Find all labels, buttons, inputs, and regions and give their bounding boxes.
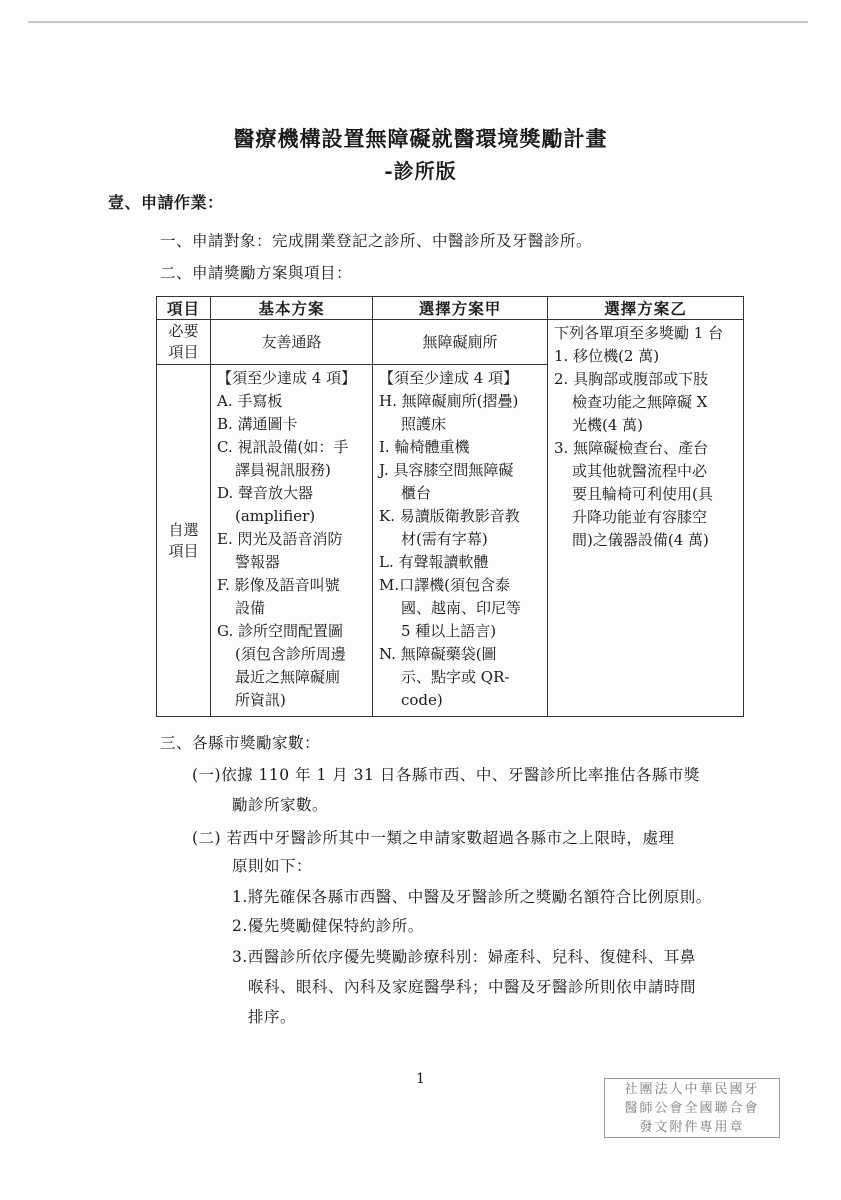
basic-optional-list: 【須至少達成 4 項】 A. 手寫板 B. 溝通圖卡 C. 視訊設備(如：手 譯員視訊服務) D. 聲音放大器 (amplifier) E. 閃光及語音消防 警報器 F. 影像及語音叫號 設備 G. 診所空間配置圖 (須包含診所周邊 最近之無障礙廁 所資訊) [211,365,373,717]
item-quota: 三、各縣市獎勵家數： [160,734,321,752]
sub-item-1-line1: (一)依據 110 年 1 月 31 日各縣市西、中、牙醫診所比率推估各縣市獎 [192,766,700,784]
table-row-required [157,320,744,365]
rule-2: 2.優先獎勵健保特約診所。 [232,917,424,935]
item-schemes: 二、申請獎勵方案與項目： [160,264,353,282]
required-option-a: 無障礙廁所 [373,320,548,365]
rule-3-line2: 喉科、眼科、內科及家庭醫學科；中醫及牙醫診所則依申請時間 [248,978,697,996]
header-option-a: 選擇方案甲 [373,297,548,320]
row-label-required: 必要 項目 [157,320,211,365]
document-title: 醫療機構設置無障礙就醫環境獎勵計畫 [233,126,608,151]
page-number: 1 [416,1071,425,1087]
item-applicants: 一、申請對象：完成開業登記之診所、中醫診所及牙醫診所。 [160,232,593,250]
row-label-optional: 自選 項目 [157,365,211,717]
rule-3-line1: 3.西醫診所依序優先獎勵診療科別：婦產科、兒科、復健科、耳鼻 [232,948,696,966]
scheme-table [156,296,744,717]
table-header-row [157,297,744,320]
header-option-b: 選擇方案乙 [548,297,744,320]
official-stamp: 社團法人中華民國牙 醫師公會全國聯合會 發文附件專用章 [604,1078,780,1138]
rule-1: 1.將先確保各縣市西醫、中醫及牙醫診所之獎勵名額符合比例原則。 [232,888,712,906]
required-basic: 友善通路 [211,320,373,365]
scan-edge-line [28,21,808,23]
sub-item-2-line1: (二) 若西中牙醫診所其中一類之申請家數超過各縣市之上限時，處理 [192,829,675,847]
option-b-list: 下列各單項至多獎勵 1 台 1. 移位機(2 萬) 2. 具胸部或腹部或下肢 檢查功能之無障礙 X 光機(4 萬) 3. 無障礙檢查台、產台 或其他就醫流程中必 要且輪椅可利使用(具 升降功能並有容膝空 間)之儀器設備(4 萬) [548,320,744,717]
header-item: 項目 [157,297,211,320]
sub-item-2-line2: 原則如下： [232,857,313,875]
section-heading: 壹、申請作業： [108,193,224,212]
document-subtitle: -診所版 [384,159,457,183]
sub-item-1-line2: 勵診所家數。 [232,796,329,814]
option-a-list: 【須至少達成 4 項】 H. 無障礙廁所(摺疊) 照護床 I. 輪椅體重機 J. 具容膝空間無障礙 櫃台 K. 易讀版衛教影音教 材(需有字幕) L. 有聲報讀軟體 M.口譯機(須包含泰 國、越南、印尼等 5 種以上語言) N. 無障礙藥袋(圖 示、點字或 QR- code) [373,365,548,717]
rule-3-line3: 排序。 [248,1008,297,1026]
header-basic: 基本方案 [211,297,373,320]
